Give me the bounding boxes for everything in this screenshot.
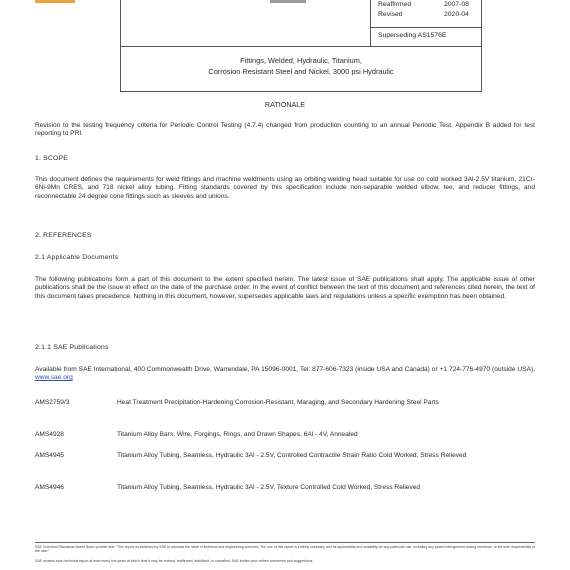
scope-heading: 1. SCOPE bbox=[35, 155, 68, 162]
reference-code: AMS4946 bbox=[35, 484, 64, 491]
document-title-line-2: Corrosion Resistant Steel and Nickel, 3000 psi Hydraulic bbox=[208, 67, 394, 76]
footer-note-1: SAE Technical Standards Board Rules provide that: "This report is published by SAE to advance the state of technical and engineering sciences. The use of this report is entirely voluntary, and its applicability and suitability for any particular use, including any patent infringement arising therefrom, is the sole responsibility of the user." bbox=[35, 545, 535, 554]
applicable-documents-text: The following publications form a part of this document to the extent specified herein. The latest issue of SAE publications shall apply. The applicable issue of other publications shall be the issue in effect on the date of the purchase order. In the event of conflict between the text of this document and references cited herein, the text of this document takes precedence. Nothing in this document, however, supersedes applicable laws and regulations unless a specific exemption has been obtained. bbox=[35, 276, 535, 300]
reference-description: Heat Treatment Precipitation-Hardening Corrosion-Resistant, Maraging, and Secondary Hardening Steel Parts bbox=[117, 399, 439, 406]
sae-publications-heading: 2.1.1 SAE Publications bbox=[35, 344, 109, 351]
header-table bbox=[120, 0, 482, 92]
sae-publications-text: Available from SAE International, 400 Commonwealth Drive, Warrendale, PA 15096-0001, Tel: 877-606-7323 (inside USA and Canada) or +1 724-776-4970 (outside USA), www.sae.org bbox=[35, 366, 535, 382]
sae-logo-fragment bbox=[35, 0, 75, 3]
document-title-line-1: Fittings, Welded, Hydraulic, Titanium, bbox=[240, 56, 362, 65]
superseding-note: Superseding AS1576E bbox=[378, 32, 447, 39]
reference-description: Titanium Alloy Bars, Wire, Forgings, Rings, and Drawn Shapes, 6Al - 4V, Annealed bbox=[117, 431, 358, 438]
reference-code: AMS2759/3 bbox=[35, 399, 70, 406]
date-row-revised: Revised 2020-04 bbox=[378, 11, 469, 18]
scope-text: This document defines the requirements for weld fittings and machine weldments using an orbiting welding head suitable for use on cold worked 3Al-2.5V titanium, 21Cr-6Ni-9Mn CRES, and 718 nickel alloy tubing. Fitting standards covered by this specification include non-separable welded elbow, tee, and reducer fittings, and reconnectable 24 degree cone fittings such as sleeves and unions. bbox=[35, 176, 535, 200]
reference-description: Titanium Alloy Tubing, Seamless, Hydraulic 3Al - 2.5V, Controlled Contractile Strain Ratio Cold Worked, Stress Relieved bbox=[117, 452, 467, 459]
document-number-fragment bbox=[270, 0, 306, 3]
rationale-text: Revision to the testing frequency criteria for Periodic Control Testing (4.7.4) changed from production counting to an annual Periodic Test. Appendix B added for test reporting to PRI. bbox=[35, 122, 535, 138]
footer-divider bbox=[35, 542, 535, 543]
applicable-documents-heading: 2.1 Applicable Documents bbox=[35, 254, 119, 261]
reference-code: AMS4928 bbox=[35, 431, 64, 438]
date-row-reaffirmed: Reaffirmed 2007-08 bbox=[378, 1, 469, 8]
sae-website-link[interactable]: www.sae.org bbox=[35, 374, 73, 382]
reference-description: Titanium Alloy Tubing, Seamless, Hydraulic 3Al - 2.5V, Texture Controlled Cold Worked, Stress Relieved bbox=[117, 484, 421, 491]
references-heading: 2. REFERENCES bbox=[35, 232, 92, 239]
footer-note-2: SAE reviews each technical report at least every five years at which time it may be revised, reaffirmed, stabilized, or cancelled. SAE invites your written comments and suggestions. bbox=[35, 559, 314, 563]
rationale-heading: RATIONALE bbox=[264, 100, 306, 109]
reference-code: AMS4945 bbox=[35, 452, 64, 459]
